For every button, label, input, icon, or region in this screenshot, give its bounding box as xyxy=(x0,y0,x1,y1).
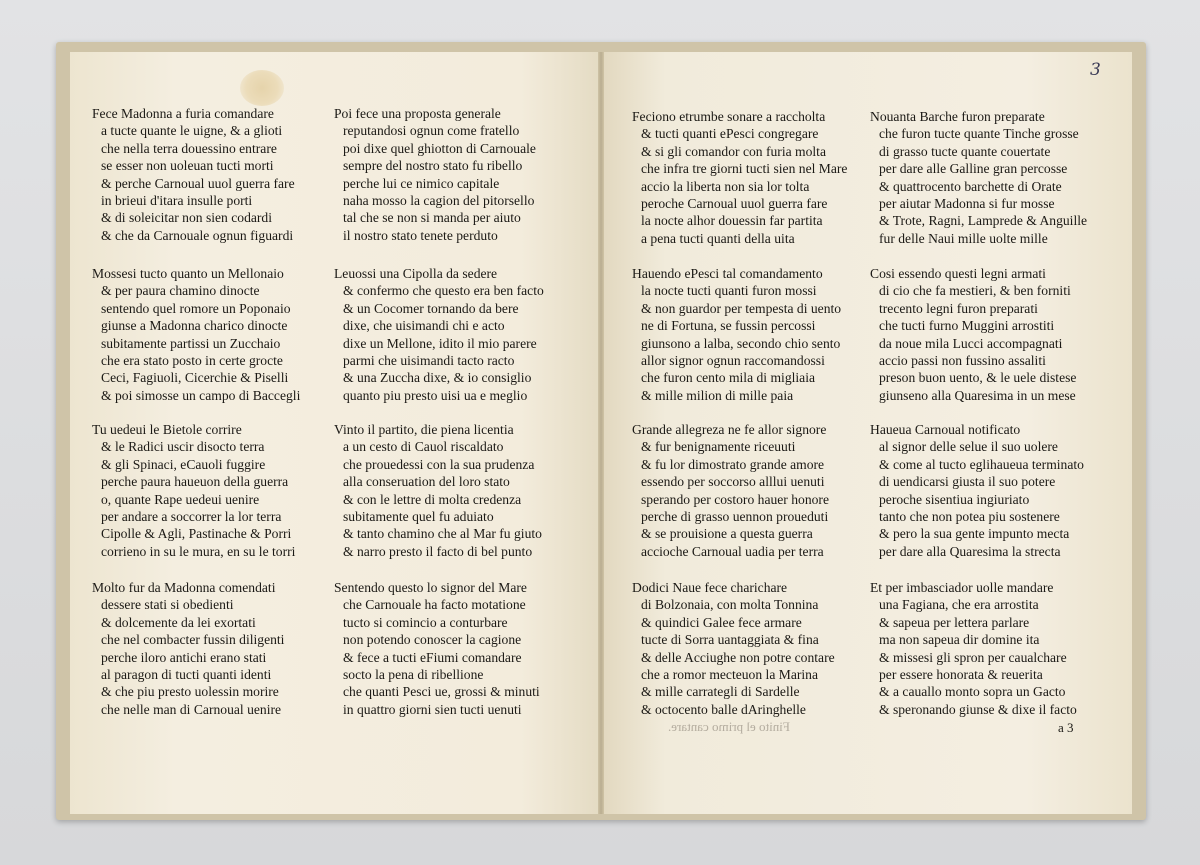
verse-line: corrieno in su le mura, en su le torri xyxy=(101,543,296,559)
verse-line: non potendo conoscer la cagione xyxy=(343,632,522,648)
stanza-right-6 xyxy=(870,421,1084,560)
verse-line: & come al tucto eglihaueua terminato xyxy=(879,456,1084,472)
verse-line: che nella terra douessino entrare xyxy=(101,140,277,156)
verse-line: Poi fece una proposta generale xyxy=(334,106,501,121)
verse-line: che furon cento mila di migliaia xyxy=(641,370,816,386)
verse-line: se esser non uoleuan tucti morti xyxy=(101,158,274,174)
verse-line: & dolcemente da lei exortati xyxy=(101,614,256,630)
stanza-left-4 xyxy=(334,265,544,404)
verse-line: dessere stati si obedienti xyxy=(101,597,234,613)
verse-line: perche di grasso uennon proueduti xyxy=(641,509,829,525)
verse-line: & di soleicitar non sien codardi xyxy=(101,210,273,226)
verse-line: il nostro stato tenete perduto xyxy=(343,227,498,243)
verse-line: & per paura chamino dinocte xyxy=(101,283,260,299)
verse-line: & se prouisione a questa guerra xyxy=(641,526,813,542)
stanza-right-3 xyxy=(632,265,841,404)
verse-line: & mille carrategli di Sardelle xyxy=(641,684,800,700)
verse-line: giunsono a lalba, secondo chio sento xyxy=(641,335,841,351)
verse-line: Et per imbasciador uolle mandare xyxy=(870,580,1054,595)
verse-line: & che piu presto uolessin morire xyxy=(101,684,279,700)
verse-line: dixe un Mellone, idito il mio parere xyxy=(343,335,537,351)
verse-line: la nocte alhor douessin far partita xyxy=(641,213,823,229)
verse-line: & mille milion di mille paia xyxy=(641,387,794,403)
verse-line: sentendo quel romore un Poponaio xyxy=(101,300,291,316)
verse-line: & octocento balle dAringhelle xyxy=(641,701,806,717)
verse-line: & confermo che questo era ben facto xyxy=(343,283,544,299)
verse-line: & poi simosse un campo di Baccegli xyxy=(101,387,301,403)
verse-line: parmi che uisimandi tacto racto xyxy=(343,353,515,369)
verse-line: subitamente quel fu aduiato xyxy=(343,509,494,525)
stanza-left-1 xyxy=(92,105,295,244)
verse-line: Vinto il partito, die piena licentia xyxy=(334,422,514,437)
verse-line: & tucti quanti ePesci congregare xyxy=(641,126,819,142)
verse-line: & tanto chamino che al Mar fu giuto xyxy=(343,526,542,542)
book-gutter xyxy=(598,52,604,814)
stanza-left-3 xyxy=(92,265,300,404)
verse-line: al paragon di tucti quanti identi xyxy=(101,667,272,683)
stanza-right-1 xyxy=(632,108,847,247)
verse-line: Cosi essendo questi legni armati xyxy=(870,266,1046,281)
verse-line: & speronando giunse & dixe il facto xyxy=(879,701,1077,717)
verse-line: & un Cocomer tornando da bere xyxy=(343,300,519,316)
verse-line: dixe, che uisimandi chi e acto xyxy=(343,318,505,334)
stanza-right-4 xyxy=(870,265,1076,404)
verse-line: perche paura haueuon della guerra xyxy=(101,474,289,490)
verse-line: ma non sapeua dir domine ita xyxy=(879,632,1040,648)
verse-line: acciochе Carnoual uadia per terra xyxy=(641,543,824,559)
verse-line: tal che se non si manda per aiuto xyxy=(343,210,521,226)
verse-line: a pena tucti quanti della uita xyxy=(641,230,795,246)
verse-line: & quattrocento barchette di Orate xyxy=(879,178,1062,194)
verse-line: Ceci, Fagiuoli, Cicerchie & Piselli xyxy=(101,370,289,386)
stanza-left-7 xyxy=(92,579,284,718)
verse-line: essendo per soccorso alllui uenuti xyxy=(641,474,825,490)
verse-line: & pero la sua gente impunto mecta xyxy=(879,526,1070,542)
verse-line: per essere honorata & reuerita xyxy=(879,667,1043,683)
verse-line: Fece Madonna a furia comandare xyxy=(92,106,274,121)
verse-line: che Carnouale ha facto motatione xyxy=(343,597,526,613)
verse-line: di cio che fa mestieri, & ben forniti xyxy=(879,283,1071,299)
verse-line: che era stato posto in certe grocte xyxy=(101,353,283,369)
verse-line: che a romor mecteuon la Marina xyxy=(641,667,819,683)
verse-line: poi dixe quel ghiotton di Carnouale xyxy=(343,140,536,156)
verse-line: reputandosi ognun come fratello xyxy=(343,123,520,139)
verse-line: per andare a soccorrer la lor terra xyxy=(101,509,282,525)
verse-line: & quindici Galee fece armare xyxy=(641,614,802,630)
stanza-left-5 xyxy=(92,421,295,560)
verse-line: per aiutar Madonna si fur mosse xyxy=(879,196,1055,212)
verse-line: che prouedessi con la sua prudenza xyxy=(343,456,535,472)
verse-line: & delle Acciughe non potre contare xyxy=(641,649,835,665)
verse-line: giunse a Madonna charico dinocte xyxy=(101,318,288,334)
stanza-right-5 xyxy=(632,421,829,560)
stanza-right-7 xyxy=(632,579,835,718)
verse-line: allor signor ognun raccomandossi xyxy=(641,353,825,369)
verse-line: perche lui ce nimico capitale xyxy=(343,175,500,191)
verse-line: tucte di Sorra uantaggiata & fina xyxy=(641,632,819,648)
verse-line: a un cesto di Cauol riscaldato xyxy=(343,439,504,455)
verse-line: sperando per costoro hauer honore xyxy=(641,491,829,507)
verse-line: trecento legni furon preparati xyxy=(879,300,1038,316)
verse-line: tucto si comincio a conturbare xyxy=(343,614,508,630)
verse-line: Dodici Naue fece charichare xyxy=(632,580,788,595)
verse-line: a tucte quante le uigne, & a glioti xyxy=(101,123,283,139)
verse-line: peroche sisentiua ingiuriato xyxy=(879,491,1030,507)
verse-line: & fece a tucti eFiumi comandare xyxy=(343,649,522,665)
verse-line: che furon tucte quante Tinche grosse xyxy=(879,126,1079,142)
verse-line: subitamente partissi un Zucchaio xyxy=(101,335,281,351)
verse-line: & Trote, Ragni, Lamprede & Anguille xyxy=(879,213,1088,229)
verse-line: sempre del nostro stato fu ribello xyxy=(343,158,523,174)
stanza-right-2 xyxy=(870,108,1087,247)
verse-line: & che da Carnouale ognun figuardi xyxy=(101,227,294,243)
verse-line: giunseno alla Quaresima in un mese xyxy=(879,387,1076,403)
verse-line: accio la liberta non sia lor tolta xyxy=(641,178,810,194)
verse-line: da noue mila Lucci accompagnati xyxy=(879,335,1063,351)
verse-line: fur delle Naui mille uolte mille xyxy=(879,230,1048,246)
verse-line: Haueua Carnoual notificato xyxy=(870,422,1021,437)
verse-line: preson buon uento, & le uele distese xyxy=(879,370,1077,386)
verse-line: di Bolzonaia, con molta Tonnina xyxy=(641,597,819,613)
verse-line: alla conseruation del loro stato xyxy=(343,474,510,490)
verse-line: o, quante Rape uedeui uenire xyxy=(101,491,260,507)
verse-line: che nelle man di Carnoual uenire xyxy=(101,701,282,717)
verse-line: quanto piu presto uisi ua e meglio xyxy=(343,387,528,403)
stain xyxy=(240,70,284,106)
verse-line: Leuossi una Cipolla da sedere xyxy=(334,266,498,281)
verse-line: per dare alla Quaresima la strecta xyxy=(879,543,1061,559)
stanza-left-8 xyxy=(334,579,540,718)
verse-line: & non guardor per tempesta di uento xyxy=(641,300,842,316)
verse-line: & fu lor dimostrato grande amore xyxy=(641,456,825,472)
verse-line: & si gli comandor con furia molta xyxy=(641,143,826,159)
verse-line: in brieui d'itara insulle porti xyxy=(101,193,253,209)
verse-line: Feciono etrumbe sonare a raccholta xyxy=(632,109,826,124)
verse-line: accio passi non fussino assaliti xyxy=(879,353,1046,369)
verse-line: Grande allegreza ne fe allor signore xyxy=(632,422,827,437)
verse-line: & una Zuccha dixe, & io consiglio xyxy=(343,370,532,386)
verse-line: & con le lettre di molta credenza xyxy=(343,491,522,507)
stanza-left-6 xyxy=(334,421,542,560)
verse-line: per dare alle Galline gran percosse xyxy=(879,161,1068,177)
verse-line: & gli Spinaci, eCauoli fuggire xyxy=(101,456,266,472)
verse-line: al signor delle selue il suo uolere xyxy=(879,439,1058,455)
verse-line: una Fagiana, che era arrostita xyxy=(879,597,1039,613)
signature-mark: a 3 xyxy=(1058,720,1074,735)
verse-line: peroche Carnoual uuol guerra fare xyxy=(641,196,828,212)
verse-line: che nel combacter fussin diligenti xyxy=(101,632,285,648)
verse-line: perche iloro antichi erano stati xyxy=(101,649,267,665)
finis-showthrough: Finito el primo cantare. xyxy=(668,719,791,734)
stanza-left-2 xyxy=(334,105,536,244)
verse-line: che infra tre giorni tucti sien nel Mare xyxy=(641,161,848,177)
verse-line: tanto che non potea piu sostenere xyxy=(879,509,1060,525)
verse-line: naha mosso la cagion del pitorsello xyxy=(343,193,535,209)
stanza-right-8 xyxy=(870,579,1077,718)
verse-line: & le Radici uscir disocto terra xyxy=(101,439,265,455)
verse-line: Nouanta Barche furon preparate xyxy=(870,109,1045,124)
verse-line: che tucti furno Muggini arrostiti xyxy=(879,318,1055,334)
verse-line: Sentendo questo lo signor del Mare xyxy=(334,580,527,595)
verse-line: & perche Carnoual uuol guerra fare xyxy=(101,175,295,191)
verse-line: & sapeua per lettera parlare xyxy=(879,614,1030,630)
verse-line: Molto fur da Madonna comendati xyxy=(92,580,276,595)
verse-line: & narro presto il facto di bel punto xyxy=(343,543,533,559)
verse-line: & missesi gli spron per caualchare xyxy=(879,649,1067,665)
verse-line: Tu uedeui le Bietole corrire xyxy=(92,422,242,437)
verse-line: la nocte tucti quanti furon mossi xyxy=(641,283,817,299)
verse-line: Hauendo ePesci tal comandamento xyxy=(632,266,823,281)
verse-line: in quattro giorni sien tucti uenuti xyxy=(343,701,522,717)
verse-line: & a cauallo monto sopra un Gacto xyxy=(879,684,1066,700)
verse-line: ne di Fortuna, se fussin percossi xyxy=(641,318,816,334)
verse-line: di grasso tucte quante couertate xyxy=(879,143,1051,159)
verse-line: di uendicarsi giusta il suo potere xyxy=(879,474,1056,490)
verse-line: & fur benignamente riceuuti xyxy=(641,439,796,455)
verse-line: che quanti Pesci ue, grossi & minuti xyxy=(343,684,540,700)
verse-line: Cipolle & Agli, Pastinache & Porri xyxy=(101,526,292,542)
verse-line: Mossesi tucto quanto un Mellonaio xyxy=(92,266,284,281)
folio-number: 3 xyxy=(1090,60,1101,80)
verse-line: socto la pena di ribellione xyxy=(343,667,484,683)
